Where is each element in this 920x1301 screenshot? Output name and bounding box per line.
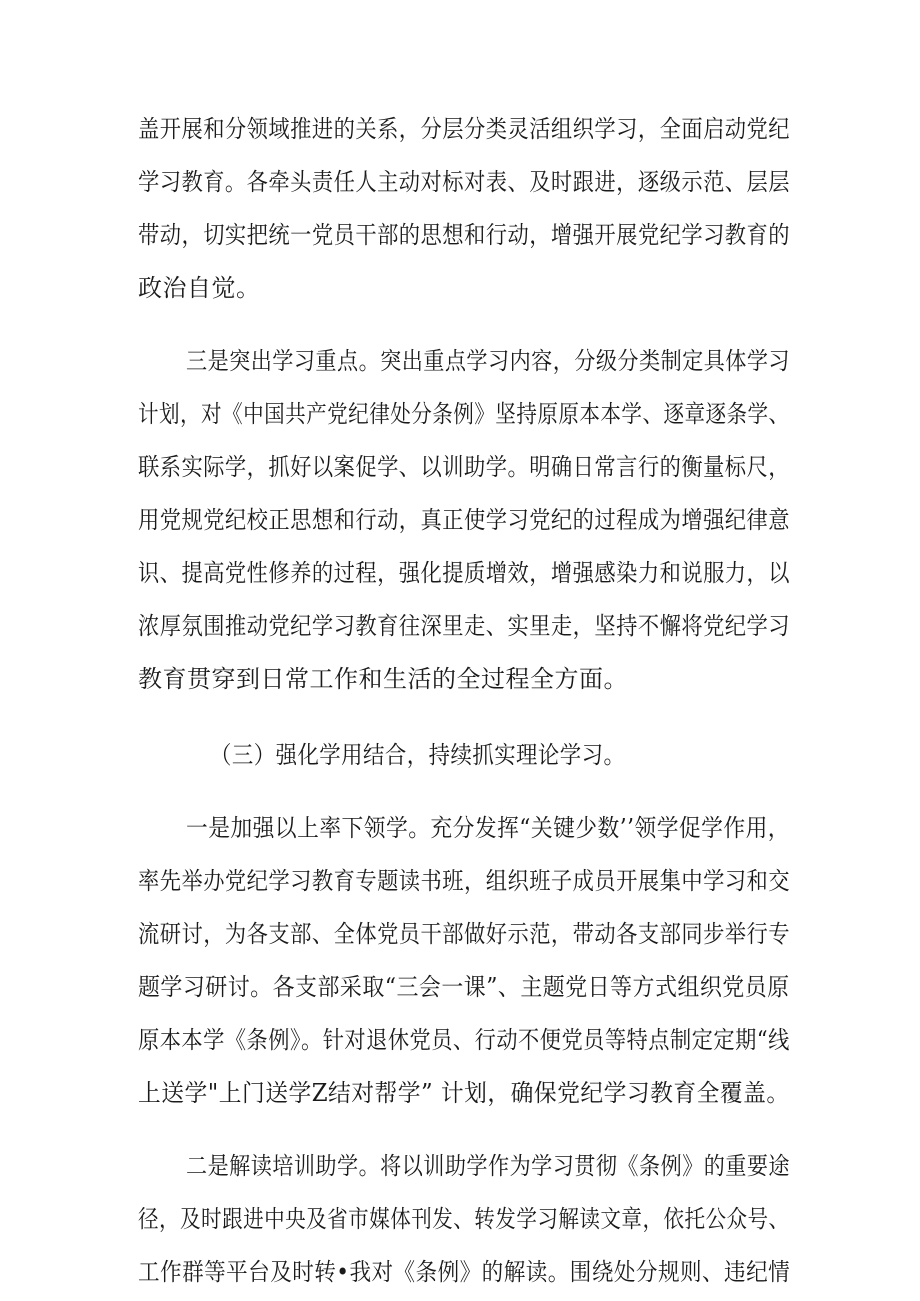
paragraph-3-line-6: 上送学"上门送学Z结对帮学” 计划，确保党纪学习教育全覆盖。 (138, 1079, 790, 1107)
paragraph-4-line-1: 二是解读培训助学。将以训助学作为学习贯彻《条例》的重要途 (186, 1152, 790, 1180)
paragraph-1-line-1: 盖开展和分领域推进的关系，分层分类灵活组织学习，全面启动党纪 (138, 115, 790, 143)
paragraph-3-line-4: 题学习研讨。各支部采取“三会一课”、主题党日等方式组织党员原 (138, 973, 790, 1001)
paragraph-2-line-3: 联系实际学，抓好以案促学、以训助学。明确日常言行的衡量标尺， (138, 453, 790, 481)
paragraph-3-line-1: 一是加强以上率下领学。充分发挥“关键少数’’领学促学作用， (186, 814, 791, 842)
section-heading: （三）强化学用结合，持续抓实理论学习。 (210, 741, 626, 769)
paragraph-3-line-5: 原本本学《条例》。针对退休党员、行动不便党员等特点制定定期“线 (138, 1026, 790, 1054)
paragraph-2-line-2: 计划，对《中国共产党纪律处分条例》坚持原原本本学、逐章逐条学、 (138, 400, 790, 428)
paragraph-2-line-7: 教育贯穿到日常工作和生活的全过程全方面。 (138, 665, 628, 693)
paragraph-1-line-2: 学习教育。各牵头责任人主动对标对表、及时跟进，逐级示范、层层 (138, 168, 790, 196)
paragraph-2-line-4: 用党规党纪校正思想和行动，真正使学习党纪的过程成为增强纪律意 (138, 506, 790, 534)
paragraph-4-line-2: 径，及时跟进中央及省市媒体刊发、转发学习解读文章，依托公众号、 (138, 1205, 790, 1233)
paragraph-2-line-5: 识、提高党性修养的过程，强化提质增效，增强感染力和说服力，以 (138, 559, 790, 587)
paragraph-2-line-6: 浓厚氛围推动党纪学习教育往深里走、实里走，坚持不懈将党纪学习 (138, 612, 790, 640)
paragraph-1-line-4: 政治自觉。 (138, 274, 261, 302)
paragraph-1-line-3: 带动，切实把统一党员干部的思想和行动，增强开展党纪学习教育的 (138, 221, 790, 249)
paragraph-3-line-2: 率先举办党纪学习教育专题读书班，组织班子成员开展集中学习和交 (138, 867, 790, 895)
paragraph-4-line-3: 工作群等平台及时转•我对《条例》的解读。围绕处分规则、违纪情 (138, 1258, 791, 1286)
paragraph-2-line-1: 三是突出学习重点。突出重点学习内容，分级分类制定具体学习 (186, 347, 790, 375)
paragraph-3-line-3: 流研讨，为各支部、全体党员干部做好示范，带动各支部同步举行专 (138, 920, 790, 948)
